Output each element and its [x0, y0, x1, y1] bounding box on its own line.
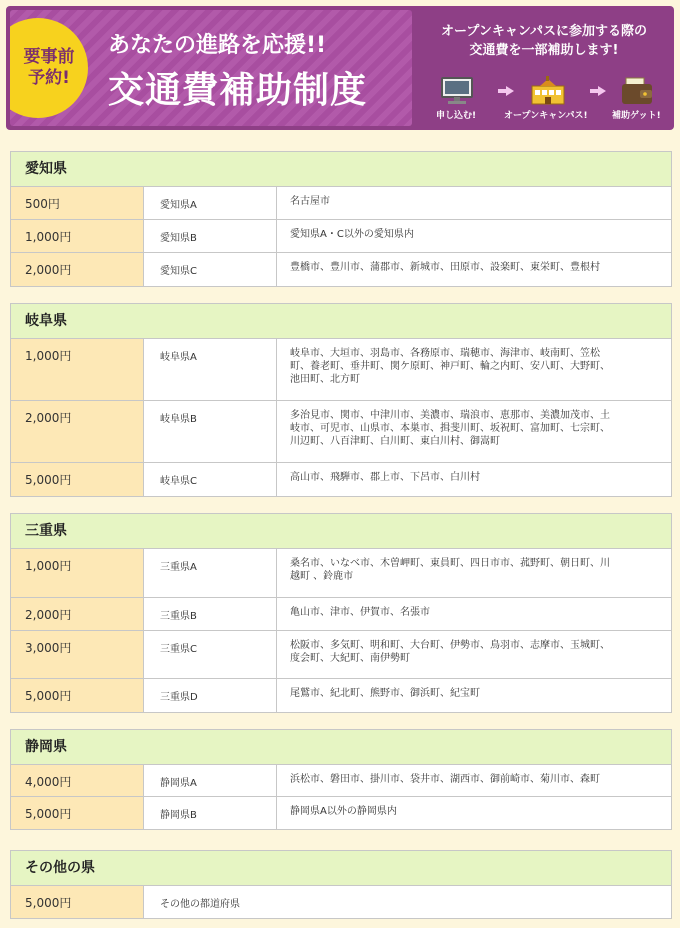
- area-cell: [277, 549, 671, 597]
- area-cell: その他の都道府県: [160, 899, 240, 910]
- table-row: [11, 220, 671, 253]
- zone-cell: 三重県C: [144, 631, 277, 678]
- price-cell: 5,000円: [11, 679, 144, 712]
- area-line: 岐阜市、大垣市、羽島市、各務原市、瑞穂市、海津市、岐南町、笠松: [290, 348, 600, 359]
- area-cell: [277, 679, 671, 712]
- price-cell: 3,000円: [11, 631, 144, 678]
- price-cell: 2,000円: [11, 253, 144, 286]
- zone-cell: 三重県D: [144, 679, 277, 712]
- area-cell: [277, 187, 671, 219]
- area-line: 亀山市、津市、伊賀市、名張市: [290, 607, 430, 618]
- area-cell: [277, 765, 671, 796]
- area-cell: [277, 797, 671, 829]
- wallet-icon: [620, 76, 654, 106]
- table-row: [11, 679, 671, 712]
- badge-line1: 要事前: [23, 47, 75, 67]
- area-cell: [277, 253, 671, 286]
- reservation-badge: [10, 18, 88, 118]
- zone-cell: 愛知県A: [144, 187, 277, 219]
- price-cell: 5,000円: [11, 797, 144, 829]
- zone-cell: 愛知県C: [144, 253, 277, 286]
- step-label-get-subsidy: 補助ゲット!: [612, 111, 661, 121]
- table-row: [11, 549, 671, 598]
- section-title: 静岡県: [11, 730, 671, 765]
- area-cell: [277, 339, 671, 400]
- area-line: 度会町、大紀町、南伊勢町: [290, 653, 410, 664]
- section-other: [10, 850, 672, 919]
- area-line: 多治見市、関市、中津川市、美濃市、瑞浪市、恵那市、美濃加茂市、土: [290, 410, 610, 421]
- arrow-right-icon: [598, 86, 606, 96]
- area-line: 川辺町、八百津町、白川町、東白川村、御嵩町: [290, 436, 500, 447]
- section-aichi: [10, 151, 672, 287]
- area-line: 岐市、可児市、山県市、本巣市、揖斐川町、坂祝町、富加町、七宗町、: [290, 423, 610, 434]
- table-row: [11, 187, 671, 220]
- table-row: [11, 401, 671, 463]
- area-cell: [277, 463, 671, 496]
- area-line: 豊橋市、豊川市、蒲郡市、新城市、田原市、設楽町、東栄町、豊根村: [290, 262, 600, 273]
- zone-cell: 静岡県A: [144, 765, 277, 796]
- school-icon: [530, 76, 566, 106]
- area-line: 町、養老町、垂井町、関ケ原町、神戸町、輪之内町、安八町、大野町、: [290, 361, 610, 372]
- price-cell: 1,000円: [11, 549, 144, 597]
- area-line: 尾鷲市、紀北町、熊野市、御浜町、紀宝町: [290, 688, 480, 699]
- zone-cell: 愛知県B: [144, 220, 277, 252]
- table-row: [11, 339, 671, 401]
- area-cell: [277, 631, 671, 678]
- step-label-open-campus: オープンキャンパス!: [504, 111, 588, 121]
- table-row: [11, 463, 671, 496]
- area-line: 高山市、飛騨市、郡上市、下呂市、白川村: [290, 472, 480, 483]
- price-cell: 2,000円: [11, 598, 144, 630]
- zone-cell: 岐阜県C: [144, 463, 277, 496]
- price-cell: 2,000円: [11, 401, 144, 462]
- area-line: 名古屋市: [290, 196, 330, 207]
- area-cell: [277, 401, 671, 462]
- zone-cell: 静岡県B: [144, 797, 277, 829]
- section-title: 三重県: [11, 514, 671, 549]
- price-cell: 1,000円: [11, 220, 144, 252]
- arrow-right-icon: [506, 86, 514, 96]
- banner-main: [10, 10, 412, 126]
- table-row: [11, 253, 671, 286]
- area-line: 愛知県A・C以外の愛知県内: [290, 229, 414, 240]
- step-label-apply: 申し込む!: [436, 111, 477, 121]
- section-title: その他の県: [11, 851, 671, 886]
- table-row: [11, 797, 671, 829]
- banner-title: 交通費補助制度: [108, 70, 368, 111]
- area-line: 浜松市、磐田市、掛川市、袋井市、湖西市、御前崎市、菊川市、森町: [290, 774, 600, 785]
- price-cell: 5,000円: [11, 886, 144, 918]
- zone-cell: 三重県A: [144, 549, 277, 597]
- section-shizuoka: [10, 729, 672, 830]
- section-gifu: [10, 303, 672, 497]
- zone-cell: 三重県B: [144, 598, 277, 630]
- banner-desc-line2: 交通費を一部補助します!: [469, 43, 619, 58]
- zone-cell: 岐阜県B: [144, 401, 277, 462]
- area-line: 池田町、北方町: [290, 374, 360, 385]
- price-cell: 1,000円: [11, 339, 144, 400]
- badge-line2: 予約!: [28, 68, 70, 88]
- banner-description: [418, 22, 670, 60]
- area-line: 越町 、鈴鹿市: [290, 571, 354, 582]
- table-row: [11, 765, 671, 797]
- price-cell: 4,000円: [11, 765, 144, 796]
- table-row: [11, 631, 671, 679]
- banner-desc-line1: オープンキャンパスに参加する際の: [441, 24, 647, 39]
- table-row: [11, 886, 671, 918]
- section-title: 岐阜県: [11, 304, 671, 339]
- computer-icon: [440, 76, 474, 106]
- area-cell: [277, 598, 671, 630]
- area-line: 桑名市、いなべ市、木曽岬町、東員町、四日市市、菰野町、朝日町、川: [290, 558, 610, 569]
- price-cell: 5,000円: [11, 463, 144, 496]
- section-mie: [10, 513, 672, 713]
- banner-subtitle: あなたの進路を応援!!: [108, 33, 327, 58]
- section-title: 愛知県: [11, 152, 671, 187]
- price-cell: 500円: [11, 187, 144, 219]
- area-cell: [277, 220, 671, 252]
- area-line: 静岡県A以外の静岡県内: [290, 806, 397, 817]
- steps: [418, 72, 670, 124]
- banner: [6, 6, 674, 130]
- table-row: [11, 598, 671, 631]
- area-line: 松阪市、多気町、明和町、大台町、伊勢市、鳥羽市、志摩市、玉城町、: [290, 640, 610, 651]
- banner-side: [418, 10, 670, 126]
- zone-cell: 岐阜県A: [144, 339, 277, 400]
